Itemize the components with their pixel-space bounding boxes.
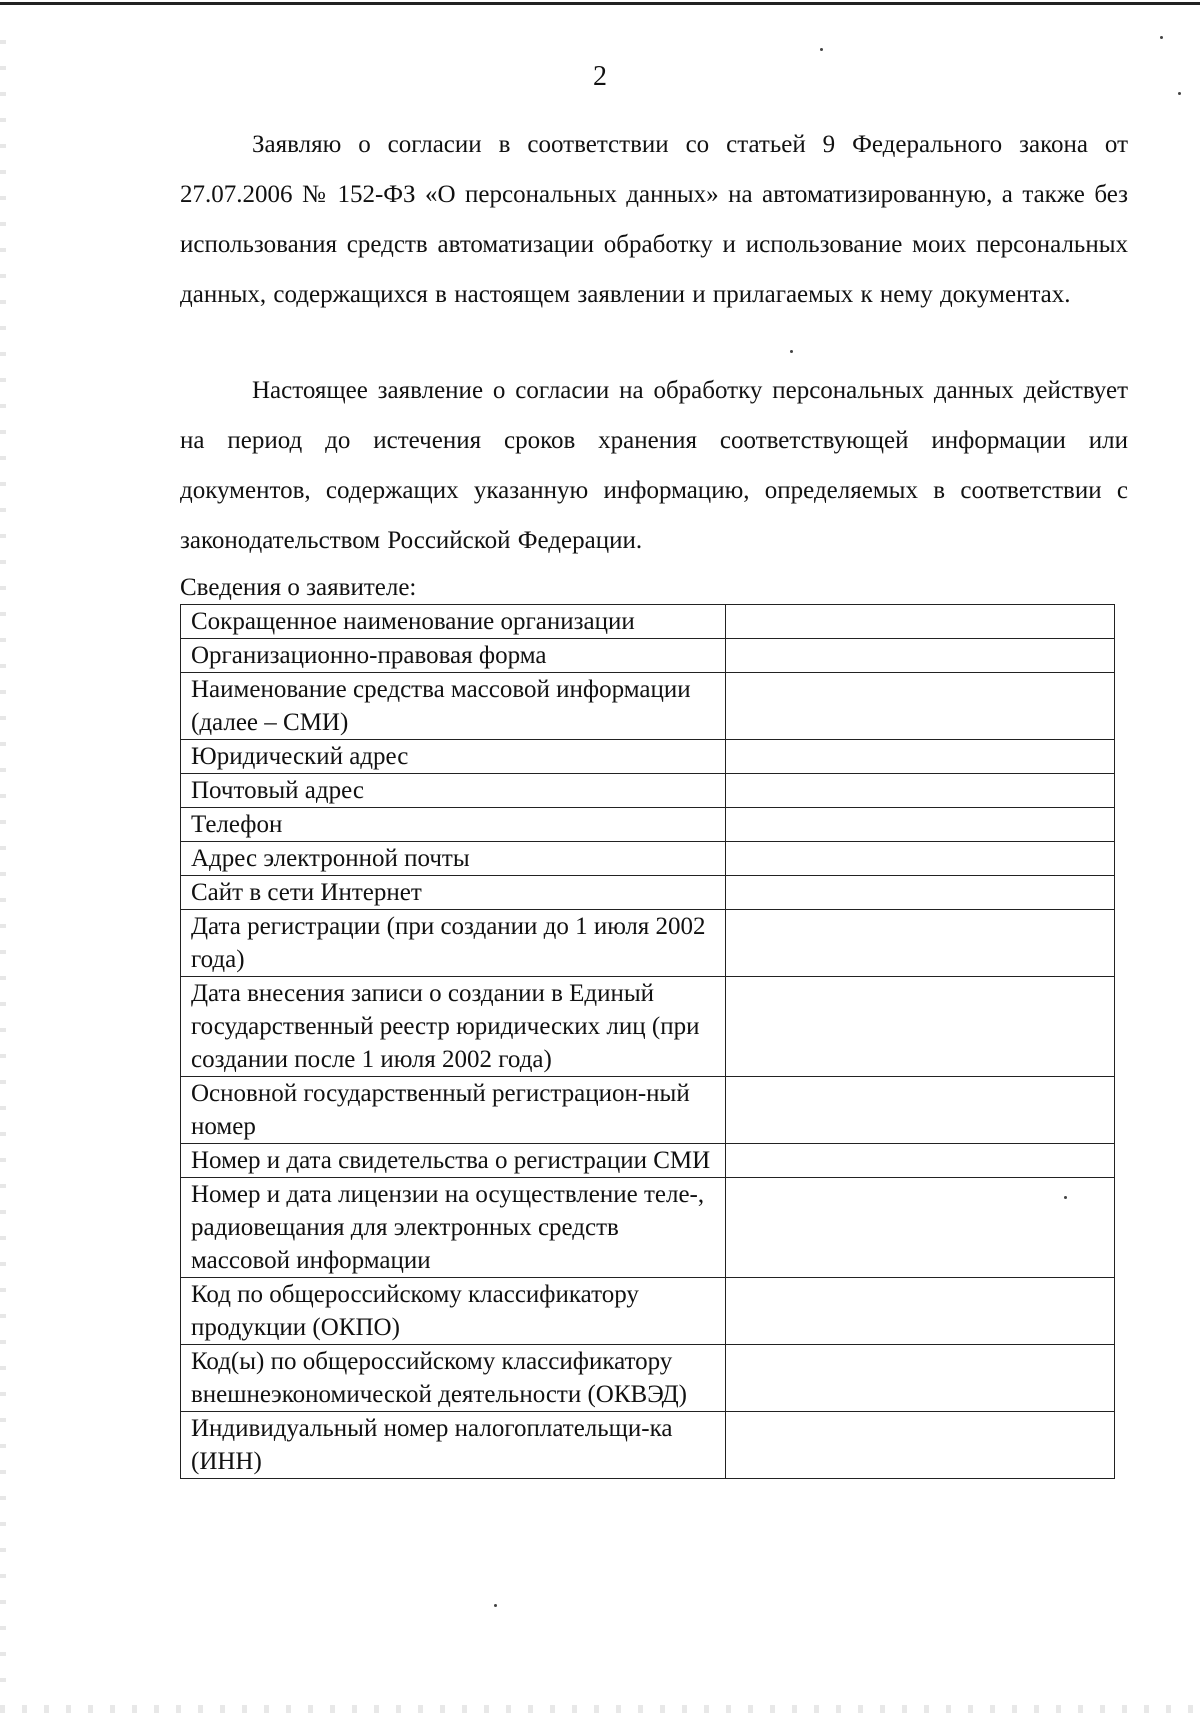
row-label: Основной государственный регистрацион-ный номер	[181, 1077, 726, 1144]
row-label: Дата внесения записи о создании в Единый государственный реестр юридических лиц (при создании после 1 июля 2002 года)	[181, 977, 726, 1077]
table-row	[181, 842, 1115, 876]
row-label: Организационно-правовая форма	[181, 639, 726, 673]
table-row	[181, 876, 1115, 910]
table-row	[181, 740, 1115, 774]
row-label: Код по общероссийскому классификатору продукции (ОКПО)	[181, 1278, 726, 1345]
table-row	[181, 1412, 1115, 1479]
row-label: Телефон	[181, 808, 726, 842]
row-label: Код(ы) по общероссийскому классификатору внешнеэкономической деятельности (ОКВЭД)	[181, 1345, 726, 1412]
row-label: Сайт в сети Интернет	[181, 876, 726, 910]
table-row	[181, 910, 1115, 977]
scan-speck	[1178, 92, 1181, 95]
table-row	[181, 639, 1115, 673]
scan-speck	[1160, 36, 1163, 39]
table-row	[181, 977, 1115, 1077]
row-value	[726, 1178, 1115, 1278]
page-number: 2	[593, 61, 607, 92]
row-value	[726, 977, 1115, 1077]
scan-speck	[820, 48, 823, 51]
row-label: Дата регистрации (при создании до 1 июля 2002 года)	[181, 910, 726, 977]
row-label: Сокращенное наименование организации	[181, 605, 726, 639]
scan-left-edge-noise	[0, 40, 6, 1700]
table-row	[181, 774, 1115, 808]
table-row	[181, 1077, 1115, 1144]
row-value	[726, 639, 1115, 673]
row-value	[726, 740, 1115, 774]
row-value	[726, 1345, 1115, 1412]
row-value	[726, 842, 1115, 876]
applicant-info-table	[180, 604, 1115, 1479]
row-value	[726, 605, 1115, 639]
row-label: Номер и дата лицензии на осуществление теле-, радиовещания для электронных средств массовой информации	[181, 1178, 726, 1278]
row-label: Наименование средства массовой информации (далее – СМИ)	[181, 673, 726, 740]
row-label: Адрес электронной почты	[181, 842, 726, 876]
row-value	[726, 1144, 1115, 1178]
row-value	[726, 1412, 1115, 1479]
scan-top-edge-line	[0, 2, 1200, 5]
validity-paragraph: Настоящее заявление о согласии на обработку персональных данных действует на период до истечения сроков хранения соответствующей информации или документов, содержащих указанную информацию, определяемых в соответствии с законодательством Российской Федерации.	[180, 377, 1128, 554]
row-value	[726, 673, 1115, 740]
table-row	[181, 1345, 1115, 1412]
scan-speck	[1064, 1196, 1067, 1199]
row-label: Индивидуальный номер налогоплательщи-ка (ИНН)	[181, 1412, 726, 1479]
table-row	[181, 673, 1115, 740]
applicant-info-caption: Сведения о заявителе:	[180, 574, 417, 601]
row-value	[726, 808, 1115, 842]
table-row	[181, 605, 1115, 639]
row-label: Номер и дата свидетельства о регистрации СМИ	[181, 1144, 726, 1178]
scan-speck	[494, 1604, 497, 1607]
row-value	[726, 910, 1115, 977]
table-row	[181, 1178, 1115, 1278]
row-value	[726, 774, 1115, 808]
row-value	[726, 1278, 1115, 1345]
row-value	[726, 1077, 1115, 1144]
scan-bottom-edge-noise	[0, 1705, 1200, 1713]
row-label: Почтовый адрес	[181, 774, 726, 808]
row-value	[726, 876, 1115, 910]
table-row	[181, 808, 1115, 842]
scan-speck	[790, 350, 793, 353]
table-row	[181, 1144, 1115, 1178]
table-row	[181, 1278, 1115, 1345]
row-label: Юридический адрес	[181, 740, 726, 774]
consent-paragraph: Заявляю о согласии в соответствии со статьей 9 Федерального закона от 27.07.2006 № 152-ФЗ «О персональных данных» на автоматизированную, а также без использования средств автоматизации обработку и использование моих персональных данных, содержащихся в настоящем заявлении и прилагаемых к нему документах.	[180, 131, 1128, 308]
